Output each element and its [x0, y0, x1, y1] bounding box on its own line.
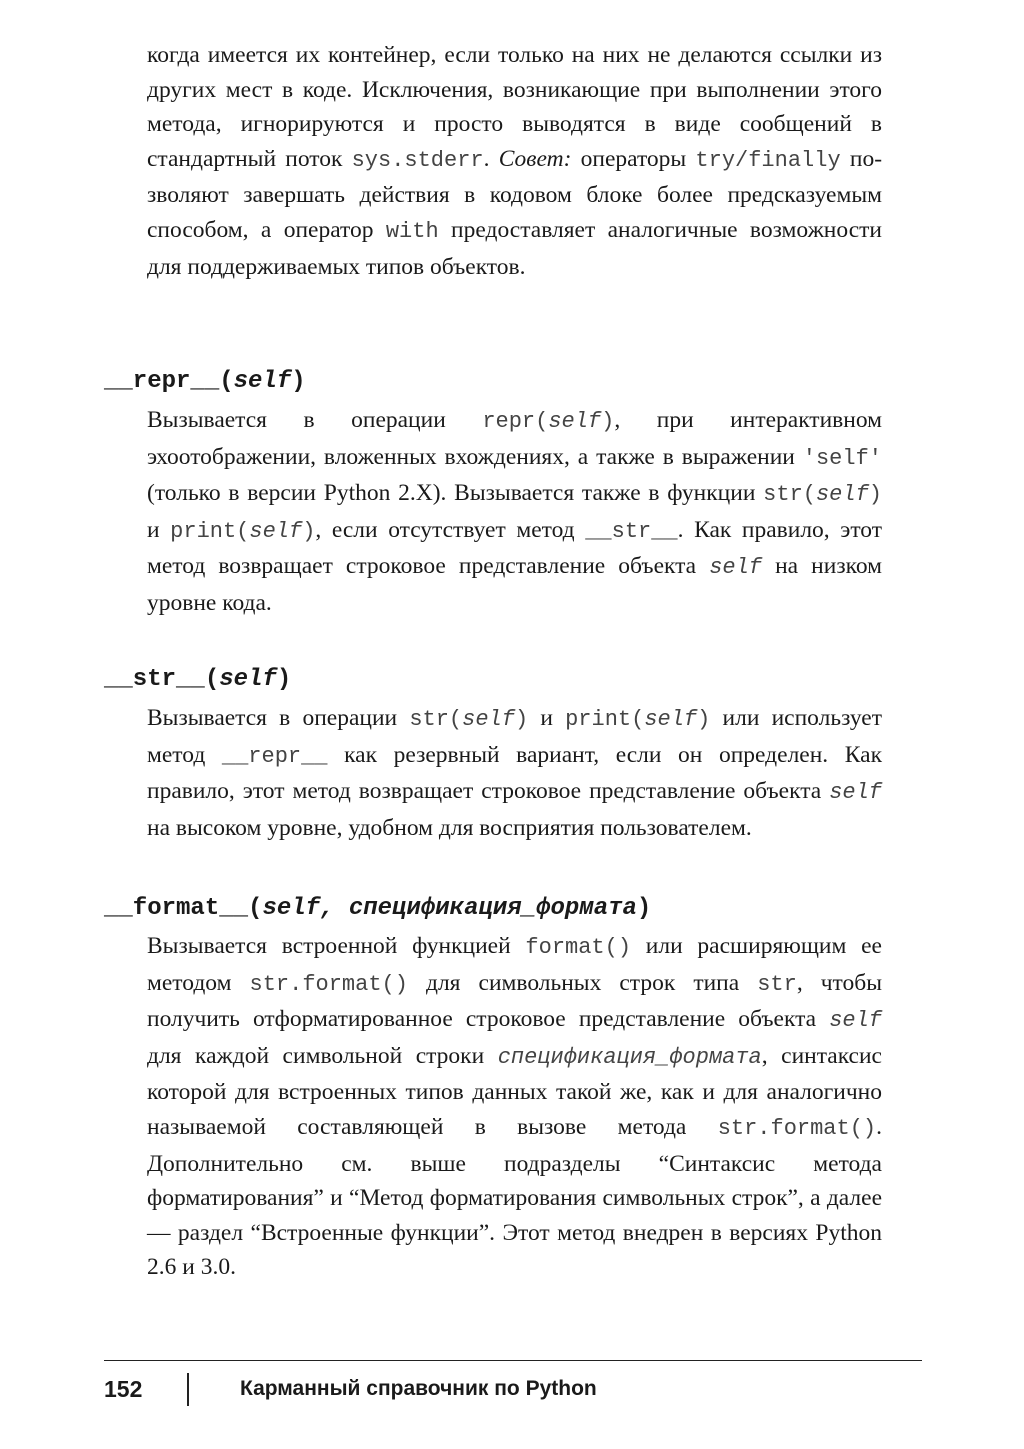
method-name: __str__ [104, 666, 205, 693]
running-title: Карманный справочник по Python [240, 1377, 597, 1400]
repr-description: Вызывается в операции repr(self), при интерактивном эхоотображении, вложенных вхождениях, а также в выражении 'self' (только в версии Python 2.X). Вызывается также в функции str(self) и print(self), если отсутствует метод __str__. Как правило, этот метод возвращает строковое представление объекта self на низком уровне кода. [147, 407, 883, 616]
method-heading-repr: __repr__(self) [104, 368, 306, 395]
method-args: self [233, 368, 292, 395]
method-name: __repr__ [104, 368, 220, 395]
str-description: Вызывается в операции str(self) и print(self) или использует метод __repr__ как резервный вариант, если он определен. Как правило, этот метод возвращает строковое представление объекта self на высоком уровне, удобном для восприятия пользователем. [147, 705, 882, 841]
del-description: когда имеется их контейнер, если только на них не делаются ссылки из других мест в коде. Исключения, возникающие при выполнении этого метода, игнорируются и просто выводятся в виде сообщений в стандартный поток sys.stderr. Совет: операторы try/finally позволяют завершать действия в кодовом блоке более предсказуемым способом, а оператор with предоставляет аналогичные возможности для поддерживаемых типов объектов. [147, 42, 883, 280]
method-name: __format__ [104, 895, 249, 922]
method-heading-format: __format__(self, спецификация_формата) [104, 895, 652, 922]
method-args: self, спецификация_формата [262, 895, 637, 922]
footer-divider [187, 1373, 189, 1406]
method-args: self [219, 666, 277, 693]
page-number: 152 [104, 1376, 143, 1402]
footer-rule [104, 1360, 922, 1361]
format-description: Вызывается встроенной функцией format() или расширяющим ее методом str.format() для символьных строк типа str, чтобы получить отформатированное строковое представление объекта self для каждой символьной строки спецификация_формата, синтаксис которой для встроенных типов данных такой же, как и для аналогично называемой составляющей в вызове метода str.format(). Дополнительно см. выше подразделы “Синтаксис метода форматирования” и “Метод форматирования символьных строк”, а далее — раздел “Встроенные функции”. Этот метод внедрен в версиях Python 2.6 и 3.0. [147, 933, 883, 1281]
method-heading-str: __str__(self) [104, 666, 292, 693]
